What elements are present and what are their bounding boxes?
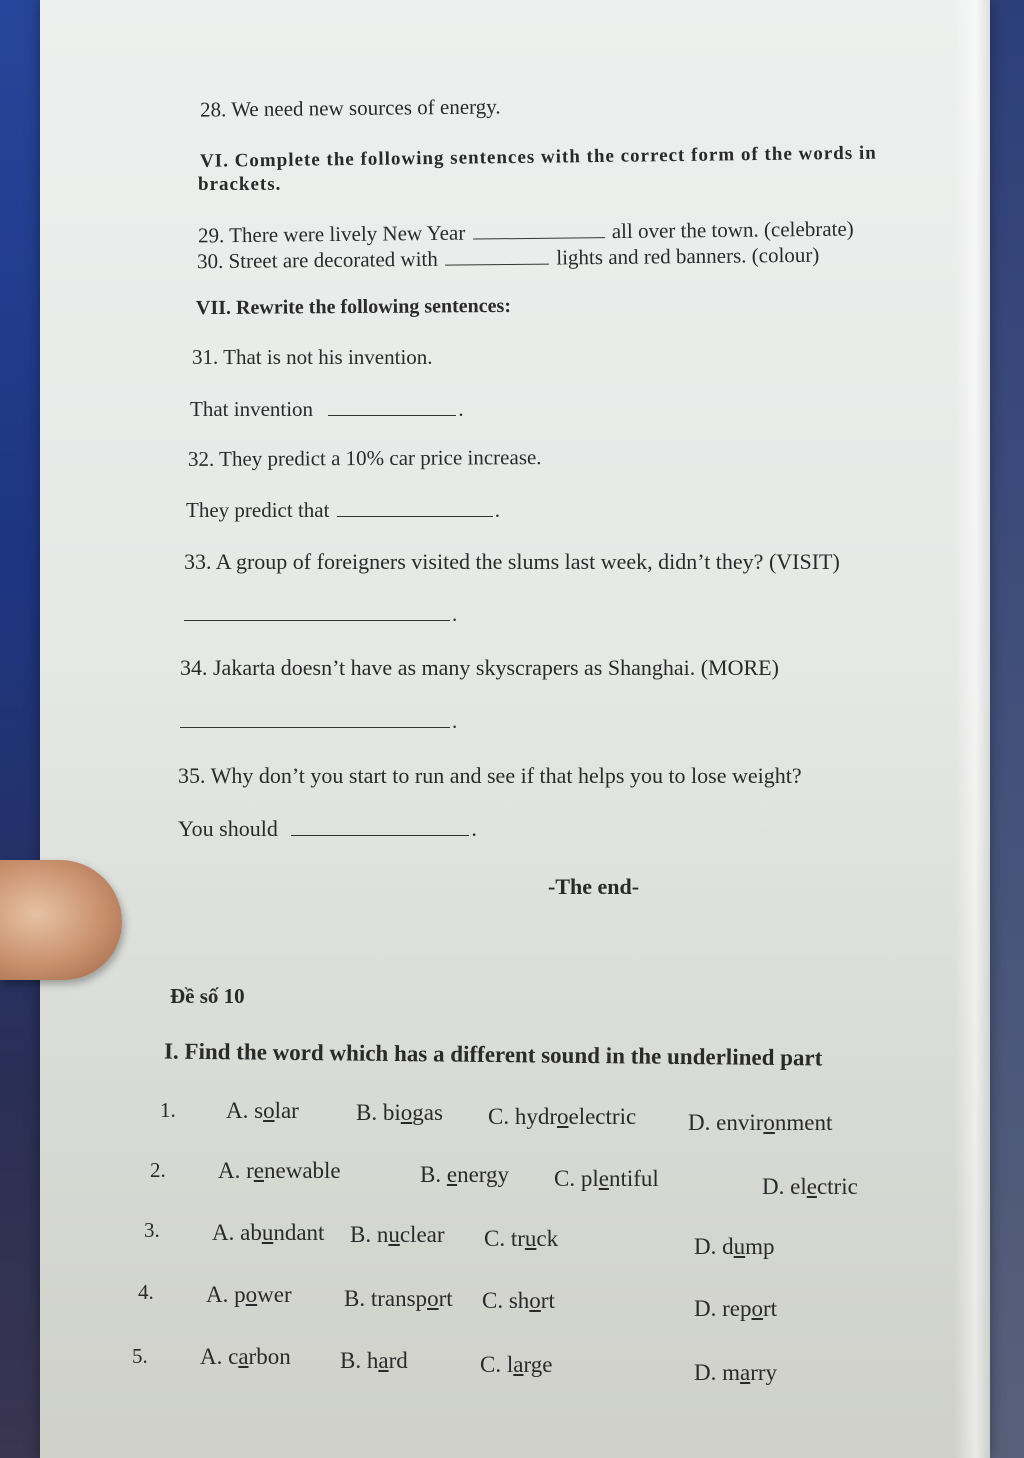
question-35-answer [178, 816, 477, 842]
question-31-start: That invention [190, 397, 314, 421]
section-6-heading-cont: brackets. [198, 174, 282, 195]
option-a[interactable]: A. abundant [212, 1220, 325, 1245]
answer-blank-35[interactable] [291, 817, 469, 836]
option-b[interactable]: B. energy [420, 1162, 510, 1187]
question-30 [197, 243, 820, 275]
row-number: 5. [132, 1344, 148, 1368]
period: . [452, 709, 458, 733]
period: . [452, 602, 458, 626]
question-32-answer [186, 498, 500, 523]
option-d[interactable]: D. environment [688, 1110, 833, 1135]
question-28: 28. We need new sources of energy. [199, 94, 501, 122]
paper-sheet [40, 0, 990, 1458]
question-30-text: 30. Street are decorated with [196, 246, 438, 274]
answer-blank-32[interactable] [337, 498, 493, 517]
option-a[interactable]: A. renewable [218, 1158, 341, 1183]
option-b[interactable]: B. biogas [356, 1100, 443, 1125]
option-b[interactable]: B. transport [344, 1286, 453, 1311]
question-30-hint: lights and red banners. (colour) [556, 242, 820, 270]
question-29-text: 29. There were lively New Year [197, 220, 466, 248]
test-title: Đề số 10 [170, 984, 245, 1008]
option-c[interactable]: C. truck [484, 1226, 559, 1251]
option-a[interactable]: A. solar [226, 1098, 299, 1123]
end-marker: -The end- [548, 874, 640, 899]
option-d[interactable]: D. dump [694, 1234, 775, 1259]
answer-blank-33[interactable] [184, 602, 450, 621]
question-34: 34. Jakarta doesn’t have as many skyscrapers as Shanghai. (MORE) [180, 655, 779, 680]
test-section-1-heading: I. Find the word which has a different sound in the underlined part [163, 1038, 823, 1071]
question-32-start: They predict that [186, 498, 330, 522]
question-31-answer [190, 397, 464, 422]
question-33-answer [182, 602, 457, 627]
question-33: 33. A group of foreigners visited the slums last week, didn’t they? (VISIT) [184, 549, 840, 574]
section-6-heading: VI. Complete the following sentences with the correct form of the words in [199, 142, 877, 172]
option-a[interactable]: A. carbon [200, 1344, 291, 1369]
row-number: 3. [144, 1218, 160, 1242]
row-number: 4. [138, 1280, 154, 1304]
period: . [458, 397, 464, 421]
question-34-answer [178, 709, 457, 734]
option-d[interactable]: D. marry [694, 1360, 778, 1385]
table-background-right [984, 0, 1024, 1458]
option-b[interactable]: B. hard [340, 1348, 408, 1373]
answer-blank-31[interactable] [328, 397, 456, 416]
question-29-hint: all over the town. (celebrate) [611, 216, 854, 244]
option-c[interactable]: C. plentiful [554, 1166, 659, 1191]
period: . [471, 816, 477, 841]
option-d[interactable]: D. report [694, 1296, 778, 1321]
page-curl-shadow [954, 0, 990, 1458]
row-number: 1. [160, 1098, 176, 1122]
answer-blank-29[interactable] [472, 219, 604, 239]
question-32: 32. They predict a 10% car price increase. [187, 445, 542, 471]
option-c[interactable]: C. short [482, 1288, 555, 1313]
period: . [494, 498, 500, 522]
thumb [0, 860, 122, 980]
row-number: 2. [150, 1158, 166, 1182]
question-35-start: You should [178, 816, 278, 841]
section-7-heading: VII. Rewrite the following sentences: [195, 294, 512, 320]
answer-blank-30[interactable] [445, 246, 549, 266]
option-b[interactable]: B. nuclear [350, 1222, 445, 1247]
question-31: 31. That is not his invention. [192, 345, 433, 369]
option-c[interactable]: C. hydroelectric [488, 1104, 637, 1129]
answer-blank-34[interactable] [180, 709, 450, 728]
option-d[interactable]: D. electric [762, 1174, 858, 1199]
option-a[interactable]: A. power [206, 1282, 292, 1307]
question-35: 35. Why don’t you start to run and see if that helps you to lose weight? [178, 763, 802, 788]
option-c[interactable]: C. large [480, 1352, 553, 1377]
